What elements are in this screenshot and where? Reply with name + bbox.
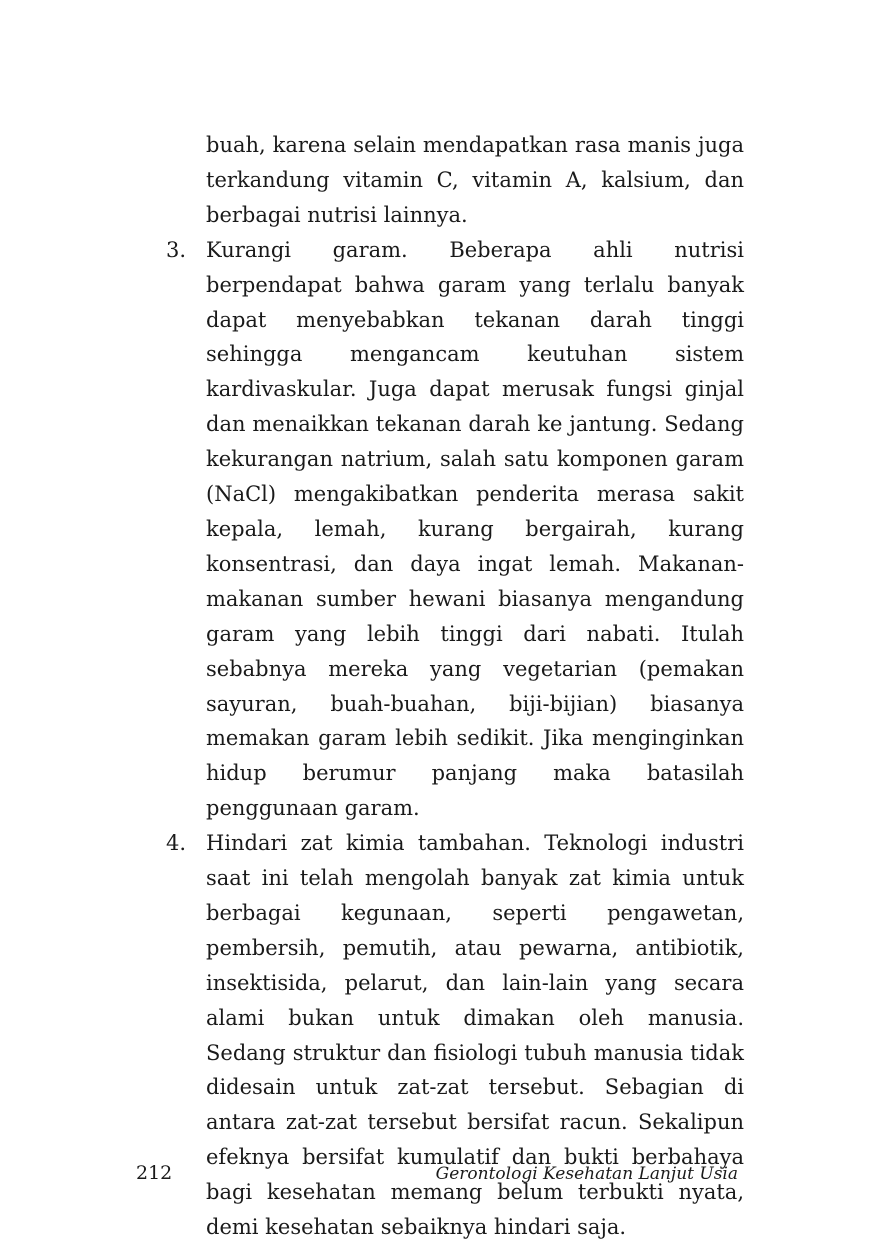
page-number: 212 [136,1162,173,1184]
running-title: Gerontologi Kesehatan Lanjut Usia [435,1164,738,1184]
list-item-text: Kurangi garam. Beberapa ahli nutrisi berpendapat bahwa garam yang terlalu banyak dapat menyebabkan tekanan darah tinggi sehingga mengancam keutuhan sistem kardivaskular. Juga dapat merusak fungsi ginjal dan menaikkan tekanan darah ke jantung. Sedang kekurangan natrium, salah satu komponen garam (NaCl) mengakibatkan penderita merasa sakit kepala, lemah, kurang bergairah, kurang konsentrasi, dan daya ingat lemah. Makanan-makanan sumber hewani biasanya mengandung garam yang lebih tinggi dari nabati. Itulah sebabnya mereka yang vegetarian (pemakan sayuran, buah-buahan, biji-bijian) biasanya memakan garam lebih sedikit. Jika menginginkan hidup berumur panjang maka batasilah penggunaan garam. [206,237,744,821]
list-number: 4. [166,831,187,856]
list-item-text: Hindari zat kimia tambahan. Teknologi industri saat ini telah mengolah banyak zat kimia untuk berbagai kegunaan, seperti pengawetan, pembersih, pemutih, atau pewarna, antibiotik, insektisida, pelarut, dan lain-lain yang secara alami bukan untuk dimakan oleh manusia. Sedang struktur dan fisiologi tubuh manusia tidak didesain untuk zat-zat tersebut. Sebagian di antara zat-zat tersebut bersifat racun. Sekalipun efeknya bersifat kumulatif dan bukti berbahaya bagi kesehatan memang belum terbukti nyata, demi kesehatan sebaiknya hindari saja. [206,831,744,1240]
list-number: 3. [166,237,187,262]
page-footer [136,1162,738,1192]
body-text [166,128,744,1245]
continuation-paragraph: buah, karena selain mendapatkan rasa manis juga terkandung vitamin C, vitamin A, kalsium, dan berbagai nutrisi lainnya. [206,133,744,227]
list-item-3 [166,233,744,826]
